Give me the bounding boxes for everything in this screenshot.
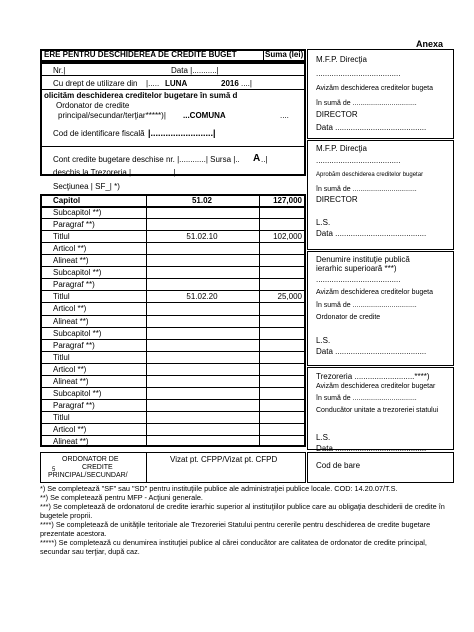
ordonator-sign-1: ORDONATOR DE (62, 456, 119, 463)
solicitam-text: olicităm deschiderea creditelor bugetare în sumă d (44, 91, 238, 100)
row-divider (40, 351, 306, 352)
row-divider (40, 327, 306, 328)
row-divider (40, 302, 306, 303)
sursa-end: ..| (261, 155, 268, 164)
row-divider (40, 266, 306, 267)
ls-2: L.S. (316, 336, 331, 345)
sursa-value[interactable]: A (253, 153, 261, 164)
row-code[interactable]: 51.02.10 (186, 232, 218, 242)
row-divider (40, 387, 306, 388)
row-label: Paragraf **) (53, 220, 95, 230)
trezoreria-label: Trezoreria ...........................****) (316, 372, 430, 381)
row-label: Alineat **) (53, 316, 89, 326)
row-label: Titlul (53, 412, 70, 422)
mfp-dots-1: ...................................... (316, 69, 401, 78)
footnote-3: ***) Se completează de ordonatorul de credite ierarhic superior al instituţiilor publice care au obligaţia deschiderii de credite în bugetele proprii. (40, 502, 445, 520)
ls-1: L.S. (316, 218, 331, 227)
row-divider (40, 315, 306, 316)
row-label: Articol **) (53, 304, 87, 314)
row-code[interactable]: 51.02 (191, 196, 213, 205)
avizam-3: Avizăm deschiderea creditelor bugetar (316, 383, 436, 390)
viza-cfpp: Vizat pt. CFPP/Vizat pt. CFPD (170, 455, 278, 464)
row-label: Titlul (53, 352, 70, 362)
mfp-directia-1: M.F.P. Direcţia (316, 55, 367, 64)
row-code[interactable]: 51.02.20 (186, 292, 218, 302)
row-label: Titlul (53, 292, 70, 302)
ordonator-type: principal/secundar/terţiar*****)| (58, 111, 166, 120)
luna-value[interactable]: LUNA (165, 79, 188, 88)
footnote-5: *****) Se completează cu denumirea instituţiei publice al cărei conducător are calitatea de ordonator de credite principal, secundar sau terţiar, după caz. (40, 538, 427, 556)
in-suma-4: în sumă de ................................. (316, 395, 417, 402)
ordonator-sign-2: CREDITE (82, 464, 113, 471)
row-label: Subcapitol **) (53, 268, 102, 278)
footnote-4: ****) Se completează de unităţile teritoriale ale Trezoreriei Statului pentru cererile pentru deschiderea de credite bugetare prezentate acestora. (40, 520, 431, 538)
ordonator-credite: Ordonator de credite (316, 314, 381, 321)
cod-bare-label: Cod de bare (316, 461, 361, 470)
director-1: DIRECTOR (316, 110, 358, 119)
year-suffix: ....| (241, 79, 252, 88)
row-amount[interactable]: 102,000 (273, 232, 302, 242)
denumire-2: ierarhic superioară ***) (316, 264, 397, 273)
ordonator-mark: 5 (52, 467, 56, 473)
form-title: ERE PENTRU DESCHIDEREA DE CREDITE BUGET (44, 50, 237, 59)
row-divider (40, 230, 306, 231)
cod-fiscal-field[interactable]: |.........................| (148, 128, 216, 138)
conducator: Conducător unitate a trezoreriei statului (316, 407, 439, 414)
in-suma-2: în sumă de ................................. (316, 186, 417, 193)
row-label: Subcapitol **) (53, 328, 102, 338)
ordonator-sign-3: PRINCIPAL/SECUNDAR/ (48, 472, 128, 479)
row-label: Alineat **) (53, 376, 89, 386)
data-3: Data ......................................... (316, 347, 427, 356)
ls-3: L.S. (316, 433, 331, 442)
row-label: Paragraf **) (53, 400, 95, 410)
footnote-1: *) Se completează "SF" sau "SD" pentru instituţiile publice ale administraţiei publice locale. COD: 14.20.07/T.S. (40, 484, 398, 493)
row-divider (40, 423, 306, 424)
row-label: Articol **) (53, 364, 87, 374)
data-field[interactable]: Data |...........| (171, 66, 219, 75)
row-divider (40, 435, 306, 436)
denumire-1: Denumire instituţie publică (316, 255, 410, 264)
mfp-directia-2: M.F.P. Direcţia (316, 144, 367, 153)
ordonator-label: Ordonator de credite (56, 101, 130, 110)
nr-field[interactable]: Nr.| (53, 66, 66, 75)
avizam-1: Avizăm deschiderea creditelor bugeta (316, 85, 433, 92)
data-4: Data ......................................... (316, 444, 427, 453)
row-amount[interactable]: 25,000 (277, 292, 302, 302)
comuna-value[interactable]: ...COMUNA (183, 111, 226, 120)
footnote-2: **) Se completează pentru MFP - Acţiuni generale. (40, 493, 203, 502)
sectiunea-field[interactable]: Secţiunea | SF_| *) (53, 182, 120, 191)
data-1: Data ......................................... (316, 123, 427, 132)
drept-utilizare-label: Cu drept de utilizare din (53, 79, 138, 88)
row-label: Subcapitol **) (53, 208, 102, 218)
row-divider (40, 278, 306, 279)
row-divider (40, 399, 306, 400)
row-divider (40, 242, 306, 243)
anexa-label: Anexa (416, 39, 444, 49)
trezoreria-field[interactable]: deschis la Trezoreria |...................| (53, 168, 176, 177)
cod-fiscal-label: Cod de identificare fiscală (53, 129, 145, 138)
row-divider (40, 218, 306, 219)
row-divider (40, 339, 306, 340)
row-label: Alineat **) (53, 256, 89, 266)
director-2: DIRECTOR (316, 195, 358, 204)
row-label: Paragraf **) (53, 280, 95, 290)
comuna-dots: .... (280, 111, 289, 120)
ierarhic-dots: ...................................... (316, 275, 401, 284)
row-label: Capitol (53, 196, 81, 205)
in-suma-3: în sumă de ................................. (316, 302, 417, 309)
row-label: Paragraf **) (53, 340, 95, 350)
data-2: Data ......................................... (316, 229, 427, 238)
mfp-dots-2: ...................................... (316, 156, 401, 165)
row-label: Subcapitol **) (53, 388, 102, 398)
row-label: Articol **) (53, 425, 87, 434)
row-divider (40, 290, 306, 291)
row-amount[interactable]: 127,000 (273, 196, 302, 205)
year-value[interactable]: 2016 (221, 79, 239, 88)
suma-column-header: Suma (lei) (265, 50, 304, 59)
row-label: Titlul (53, 232, 70, 242)
aprobam: Aprobăm deschiderea creditelor bugetar (316, 172, 424, 178)
luna-dots: |..... (146, 79, 160, 88)
row-divider (40, 375, 306, 376)
cont-label: Cont credite bugetare deschise nr. |............| Sursa |.. (53, 155, 240, 164)
row-divider (40, 254, 306, 255)
row-divider (40, 411, 306, 412)
avizam-2: Avizăm deschiderea creditelor bugeta (316, 289, 433, 296)
row-divider (40, 363, 306, 364)
in-suma-1: în sumă de ................................. (316, 100, 417, 107)
row-label: Articol **) (53, 244, 87, 254)
row-label: Alineat **) (53, 437, 89, 446)
